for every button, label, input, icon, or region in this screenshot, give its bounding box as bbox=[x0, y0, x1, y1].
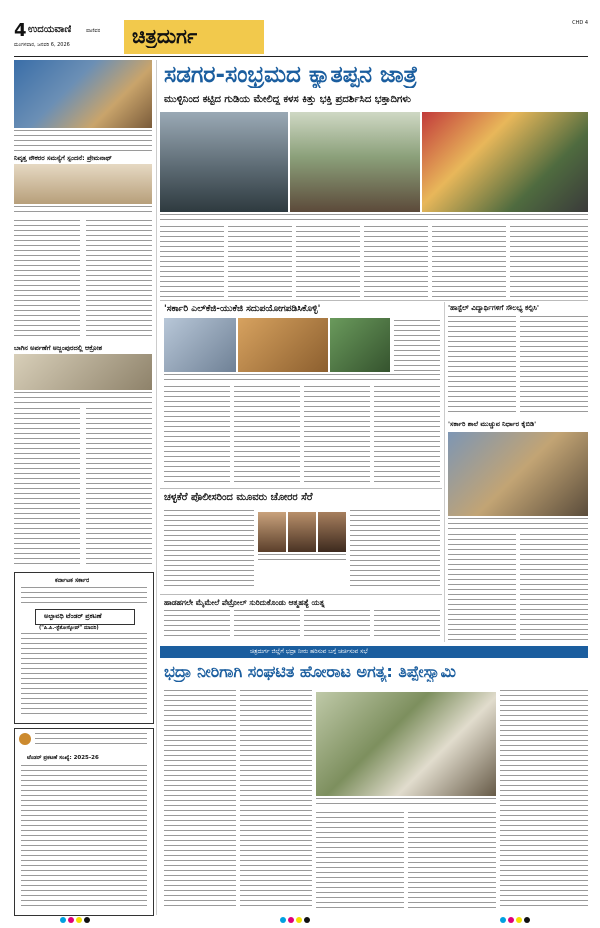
lead-text-col-1 bbox=[160, 226, 224, 298]
left-second-caption bbox=[14, 206, 152, 216]
right-mid-photo-caption bbox=[448, 518, 588, 530]
right-mid-headline: 'ಹಾಸ್ಟೆಲ್ ವಿದ್ಯಾರ್ಥಿಗಳಿಗೆ ಸೌಲಭ್ಯ ಕಲ್ಪಿಸಿ' bbox=[448, 304, 539, 312]
section-box bbox=[124, 20, 264, 54]
lead-headline: ಸಡಗರ-ಸಂಭ್ರಮದ ಕ್ಯಾತಪ್ಪನ ಜಾತ್ರೆ bbox=[164, 62, 418, 88]
notice-ad bbox=[14, 728, 154, 916]
registration-marks bbox=[0, 916, 600, 924]
bottom-story-text-3 bbox=[316, 812, 404, 910]
tender-ad-lines bbox=[21, 587, 147, 605]
bottom-banner bbox=[160, 646, 588, 658]
left-mid-headline: ಬಾಗಿನ ಅರ್ಪಣೆಗೆ ಅಜ್ಜಂಪುರದಲ್ಲಿ ಆಕ್ರೋಶ bbox=[14, 344, 103, 352]
police-story-text-2 bbox=[350, 510, 440, 590]
right-mid2-text-2 bbox=[520, 534, 588, 642]
notice-heading: ಟೆಂಡರ್ ಪ್ರಕಟಣೆ ಸಂಖ್ಯೆ: 2025-26 bbox=[27, 755, 99, 761]
paper-sub: ಪಾಣಿವರ bbox=[86, 28, 101, 34]
notice-top-lines bbox=[35, 733, 147, 747]
police-story-headline: ಚಳ್ಳಕೆರೆ ಪೊಲೀಸರಿಂದ ಮೂವರು ಚೋರರ ಸೆರೆ bbox=[164, 492, 313, 503]
lead-photo-crowd bbox=[290, 112, 420, 212]
bottom-story-text-4 bbox=[408, 812, 496, 910]
police-story-text-1 bbox=[164, 510, 254, 590]
right-mid2-headline: 'ಸರ್ಕಾರಿ ಶಾಲೆ ಮುಚ್ಚುವ ನಿರ್ಧಾರ ಕೈಬಿಡಿ' bbox=[448, 420, 537, 428]
police-story-photo-caption bbox=[258, 554, 346, 564]
accident-story-headline: ಹಾಡಹಗಲೇ ಮೈಮೇಲೆ ಪೆಟ್ರೋಲ್ ಸುರಿದುಕೊಂಡು ಆತ್ಮಹತ್ಯೆ ಯತ್ನ bbox=[164, 598, 325, 607]
right-mid-photo bbox=[448, 432, 588, 516]
issue-date: ಮಂಗಳವಾರ, ಜನವರಿ 6, 2026 bbox=[14, 42, 70, 48]
bottom-story-photo bbox=[316, 692, 496, 796]
lead-photo-temple bbox=[160, 112, 288, 212]
lead-photo-dignitaries bbox=[422, 112, 588, 212]
left-top-headline: ನಿವೃತ್ತ ನೌಕರರ ಸಮಸ್ಯೆಗೆ ಸ್ಪಂದನೆ: ಪ್ರೇಮನಾಥ್ bbox=[14, 154, 112, 162]
lead-text-col-5 bbox=[432, 226, 506, 298]
left-column-text-1 bbox=[14, 220, 80, 340]
notice-body bbox=[21, 765, 147, 909]
masthead bbox=[14, 20, 588, 54]
left-mid-photo bbox=[14, 354, 152, 390]
center-story-text-1 bbox=[164, 386, 230, 486]
police-story-photo-1 bbox=[258, 512, 286, 552]
bottom-story-text-2 bbox=[240, 690, 312, 910]
center-story-photo-caption bbox=[394, 320, 440, 372]
right-mid-text-1 bbox=[448, 316, 516, 416]
center-story-headline: 'ಸರ್ಕಾರಿ ಎಲ್‌ಕೆಜಿ-ಯುಕೆಜಿ ಸದುಪಯೋಗಪಡಿಸಿಕೊಳ್ಳಿ' bbox=[164, 304, 321, 314]
police-story-photo-3 bbox=[318, 512, 346, 552]
page-number: 4 bbox=[14, 20, 27, 41]
tender-ad-title: ಕರ್ನಾಟಕ ಸರ್ಕಾರ bbox=[55, 577, 90, 584]
right-mid2-text-1 bbox=[448, 534, 516, 642]
tender-ad-sub: ("ಪಿ.ಪಿ.-ಸ್ಟೆತೋಸ್ಕೋಪ್" ಮಾದರಿ) bbox=[39, 625, 99, 631]
lead-text-col-3 bbox=[296, 226, 360, 298]
bottom-story-photo-caption bbox=[316, 798, 496, 808]
left-second-photo bbox=[14, 164, 152, 204]
center-story-text-3 bbox=[304, 386, 370, 486]
center-story-photo-1 bbox=[164, 318, 236, 372]
left-mid-text-1 bbox=[14, 408, 80, 568]
center-story-photo-3 bbox=[330, 318, 390, 372]
center-story-text-2 bbox=[234, 386, 300, 486]
left-mid-caption bbox=[14, 392, 152, 404]
accident-story-text-2 bbox=[234, 610, 300, 640]
bottom-story-text-1 bbox=[164, 690, 236, 910]
tender-ad-body bbox=[21, 633, 147, 717]
section-title: ಚಿತ್ರದುರ್ಗ bbox=[132, 24, 198, 48]
lead-headline-band bbox=[160, 60, 588, 90]
notice-emblem bbox=[19, 733, 31, 745]
center-story-photo-2 bbox=[238, 318, 328, 372]
bottom-headline: ಭದ್ರಾ ನೀರಿಗಾಗಿ ಸಂಘಟಿತ ಹೋರಾಟ ಅಗತ್ಯ: ತಿಪ್ಪೇಸ್ವಾಮಿ bbox=[164, 662, 456, 681]
tender-ad-heading: ಅಲ್ಪಾವಧಿ ಟೆಂಡರ್ ಪ್ರಕಟಣೆ bbox=[44, 612, 102, 620]
lead-text-col-6 bbox=[510, 226, 588, 298]
corner-code: CHD 4 bbox=[572, 20, 588, 26]
left-top-caption bbox=[14, 130, 152, 152]
accident-story-text-1 bbox=[164, 610, 230, 640]
center-story-caption bbox=[164, 374, 440, 384]
lead-subheadline: ಮುಳ್ಳಿನಿಂದ ಕಟ್ಟಿದ ಗುಡಿಯ ಮೇಲಿದ್ದ ಕಳಸ ಕಿತ್ತು ಭಕ್ತಿ ಪ್ರದರ್ಶಿಸಿದ ಭಕ್ತಾದಿಗಳು bbox=[164, 94, 411, 105]
right-mid-text-2 bbox=[520, 316, 588, 416]
lead-text-col-2 bbox=[228, 226, 292, 298]
lead-caption bbox=[160, 214, 588, 224]
lead-text-col-4 bbox=[364, 226, 428, 298]
left-top-photo bbox=[14, 60, 152, 128]
tender-ad bbox=[14, 572, 154, 724]
left-mid-text-2 bbox=[86, 408, 152, 568]
accident-story-text-3 bbox=[304, 610, 370, 640]
paper-name: ಉದಯವಾಣಿ bbox=[28, 24, 72, 35]
center-story-text-4 bbox=[374, 386, 440, 486]
bottom-story-text-5 bbox=[500, 690, 588, 910]
left-column-text-2 bbox=[86, 220, 152, 340]
accident-story-text-4 bbox=[374, 610, 440, 640]
bottom-banner-text: ಚಿತ್ರದುರ್ಗ ಜಿಲ್ಲೆಗೆ ಭದ್ರಾ ನೀರು ಹರಿಸುವ ಬಗ್ಗೆ ಚರ್ಚಿಸುವ ಸಭೆ bbox=[250, 648, 368, 655]
police-story-photo-2 bbox=[288, 512, 316, 552]
